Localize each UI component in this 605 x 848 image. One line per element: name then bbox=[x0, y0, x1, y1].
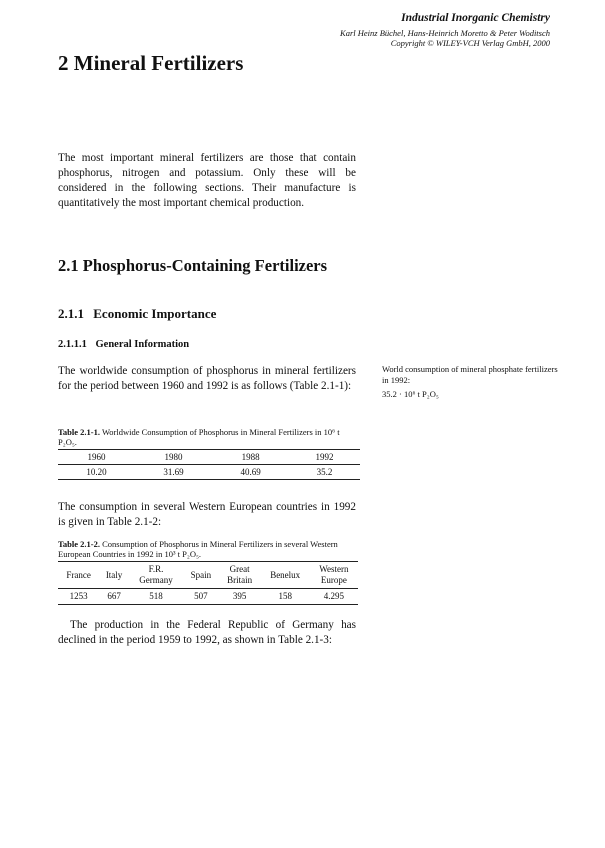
table-header-text: Britain bbox=[227, 575, 253, 585]
margin-note-text: World consumption of mineral phosphate fertilizers in 1992: bbox=[382, 364, 558, 385]
table-cell: 158 bbox=[261, 589, 310, 605]
table-cell: 667 bbox=[99, 589, 129, 605]
section-title: 2.1 Phosphorus-Containing Fertilizers bbox=[58, 256, 328, 275]
table-header-text: Great bbox=[229, 564, 250, 574]
table-header-text: Benelux bbox=[270, 569, 301, 580]
subsection-number: 2.1.1 bbox=[58, 306, 84, 321]
intro-paragraph: The most important mineral fertilizers are those that contain phosphorus, nitrogen and potassium. Only these will be considered in the following sections. Their manufacture is quantitatively the most important chemical production. bbox=[58, 152, 356, 209]
table-cell: 395 bbox=[219, 589, 261, 605]
table-cell: 1253 bbox=[58, 589, 99, 605]
paragraph-consumption: The worldwide consumption of phosphorus in mineral fertilizers for the period between 1960 and 1992 is as follows (Table 2.1-1): bbox=[58, 365, 356, 392]
table-header-cell bbox=[58, 562, 99, 589]
table-cell: 40.69 bbox=[212, 465, 289, 480]
subsubsection-number: 2.1.1.1 bbox=[58, 339, 87, 350]
table-header-cell bbox=[261, 562, 310, 589]
table-cell: 4.295 bbox=[310, 589, 358, 605]
table-header-row bbox=[58, 450, 360, 465]
table2-caption-text: Consumption of Phosphorus in Mineral Fertilizers in several Western European Countries in 1992 in 10³ t P₂O₅. bbox=[58, 539, 338, 559]
paragraph-germany-production: The production in the Federal Republic of Germany has declined in the period 1959 to 1992, as shown in Table 2.1-3: bbox=[58, 619, 356, 646]
margin-note bbox=[382, 364, 562, 400]
table-cell: 518 bbox=[129, 589, 183, 605]
subsection-title: Economic Importance bbox=[93, 306, 217, 321]
chapter-title: 2 Mineral Fertilizers bbox=[58, 51, 244, 75]
table-header-cell bbox=[219, 562, 261, 589]
table-header-cell: 1992 bbox=[315, 452, 334, 462]
table-row bbox=[58, 589, 358, 605]
table-header-cell bbox=[183, 562, 218, 589]
table-header-cell bbox=[129, 562, 183, 589]
table-header-cell bbox=[99, 562, 129, 589]
table-cell: 10.20 bbox=[58, 465, 135, 480]
subsection-heading bbox=[58, 306, 216, 322]
paragraph-western-europe: The consumption in several Western European countries in 1992 is given in Table 2.1-2: bbox=[58, 501, 356, 528]
subsubsection-heading bbox=[58, 339, 189, 350]
table1-caption-text: Worldwide Consumption of Phosphorus in Mineral Fertilizers in 10⁶ t P₂O₅. bbox=[58, 427, 340, 447]
table-header-text: Italy bbox=[105, 569, 123, 580]
header-copyright: Copyright © WILEY-VCH Verlag GmbH, 2000 bbox=[390, 38, 550, 48]
table-header-row bbox=[58, 562, 358, 589]
table2-caption bbox=[58, 539, 358, 559]
table1-caption bbox=[58, 427, 358, 447]
table-header-cell: 1960 bbox=[87, 452, 106, 462]
table-header-text: F.R. bbox=[148, 564, 164, 574]
table-header-text: Western bbox=[319, 564, 349, 574]
table-header-text: France bbox=[66, 569, 91, 580]
table-cell: 35.2 bbox=[289, 465, 360, 480]
table-header-cell bbox=[310, 562, 358, 589]
table2 bbox=[58, 561, 358, 605]
table1-caption-label: Table 2.1-1. bbox=[58, 427, 100, 437]
header-book-title: Industrial Inorganic Chemistry bbox=[401, 12, 550, 24]
table1 bbox=[58, 449, 360, 480]
table-header-cell: 1980 bbox=[164, 452, 183, 462]
subsubsection-title: General Information bbox=[95, 339, 190, 350]
table-header-cell: 1988 bbox=[241, 452, 260, 462]
table-header-text: Europe bbox=[320, 575, 347, 585]
table-header-text: Spain bbox=[190, 569, 212, 580]
table-cell: 507 bbox=[183, 589, 218, 605]
table-cell: 31.69 bbox=[135, 465, 212, 480]
margin-note-value: 35.2 · 10⁶ t P₂O₅ bbox=[382, 389, 439, 399]
table-row bbox=[58, 465, 360, 480]
table-header-text: Germany bbox=[139, 575, 173, 585]
table2-caption-label: Table 2.1-2. bbox=[58, 539, 100, 549]
header-authors: Karl Heinz Büchel, Hans-Heinrich Moretto & Peter Woditsch bbox=[340, 28, 550, 38]
